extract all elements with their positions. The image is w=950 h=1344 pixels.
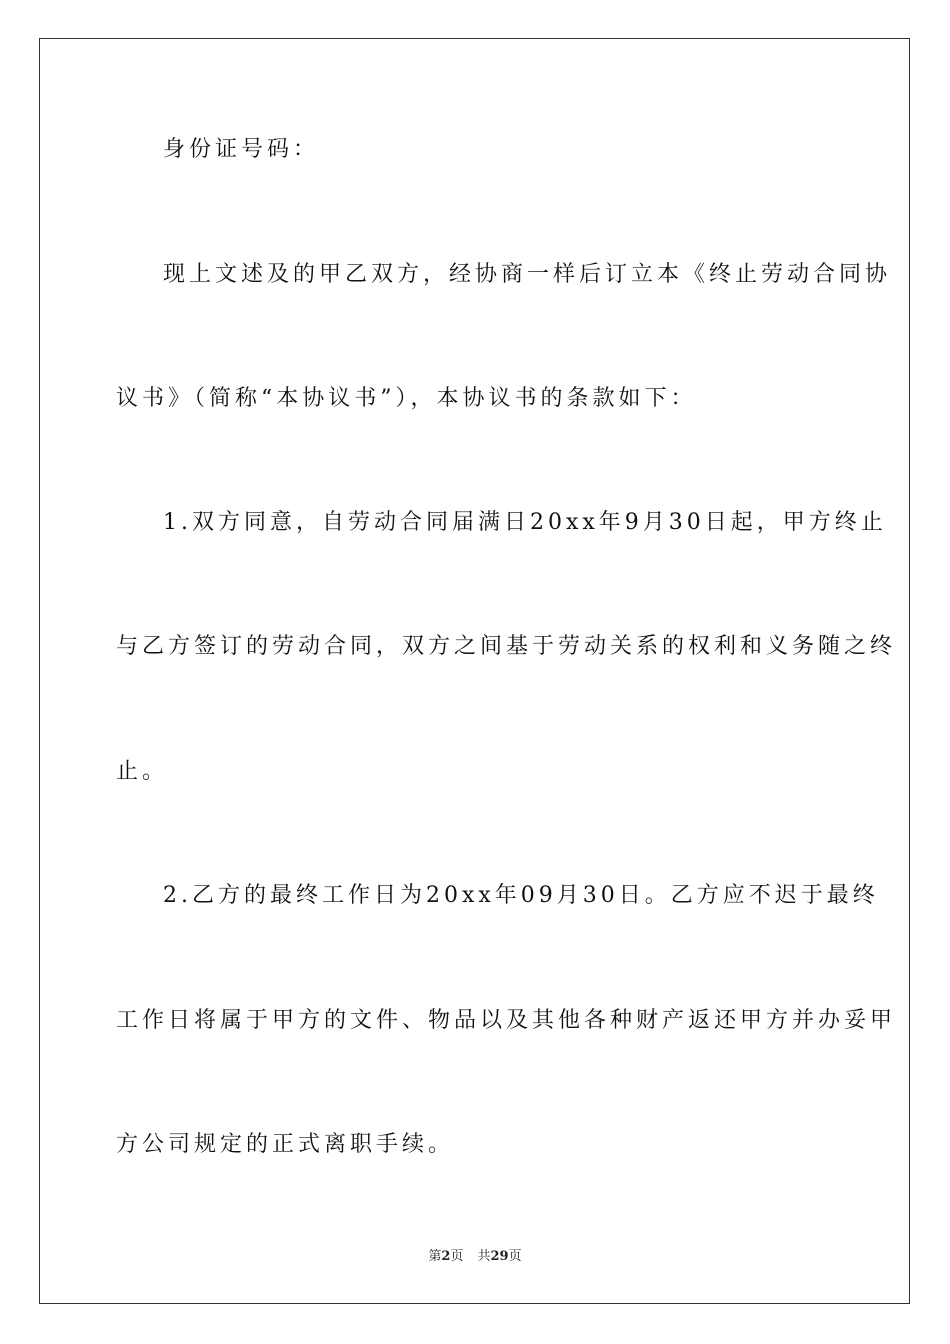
clause-1-line: 止。	[116, 759, 169, 784]
total-prefix: 共	[477, 1249, 491, 1264]
page-number: 2	[441, 1249, 451, 1264]
clause-2-line: 方公司规定的正式离职手续。	[116, 1132, 455, 1157]
paragraph-line: 现上文述及的甲乙双方，经协商一样后订立本《终止劳动合同协	[163, 262, 892, 287]
page-prefix: 第	[428, 1249, 442, 1264]
page-suffix: 页	[450, 1249, 464, 1264]
page-footer	[0, 1249, 950, 1265]
clause-2-line: 2.乙方的最终工作日为20xx年09月30日。乙方应不迟于最终	[163, 883, 879, 908]
page-border	[39, 38, 910, 1304]
id-number-label: 身份证号码：	[163, 137, 320, 162]
clause-1-line: 与乙方签订的劳动合同，双方之间基于劳动关系的权利和义务随之终	[116, 634, 897, 659]
clause-1-line: 1.双方同意，自劳动合同届满日20xx年9月30日起，甲方终止	[163, 510, 887, 535]
clause-2-line: 工作日将属于甲方的文件、物品以及其他各种财产返还甲方并办妥甲	[116, 1008, 897, 1033]
total-suffix: 页	[508, 1249, 522, 1264]
paragraph-line: 议书》（简称“本协议书”），本协议书的条款如下：	[116, 386, 697, 411]
total-pages: 29	[490, 1249, 509, 1264]
